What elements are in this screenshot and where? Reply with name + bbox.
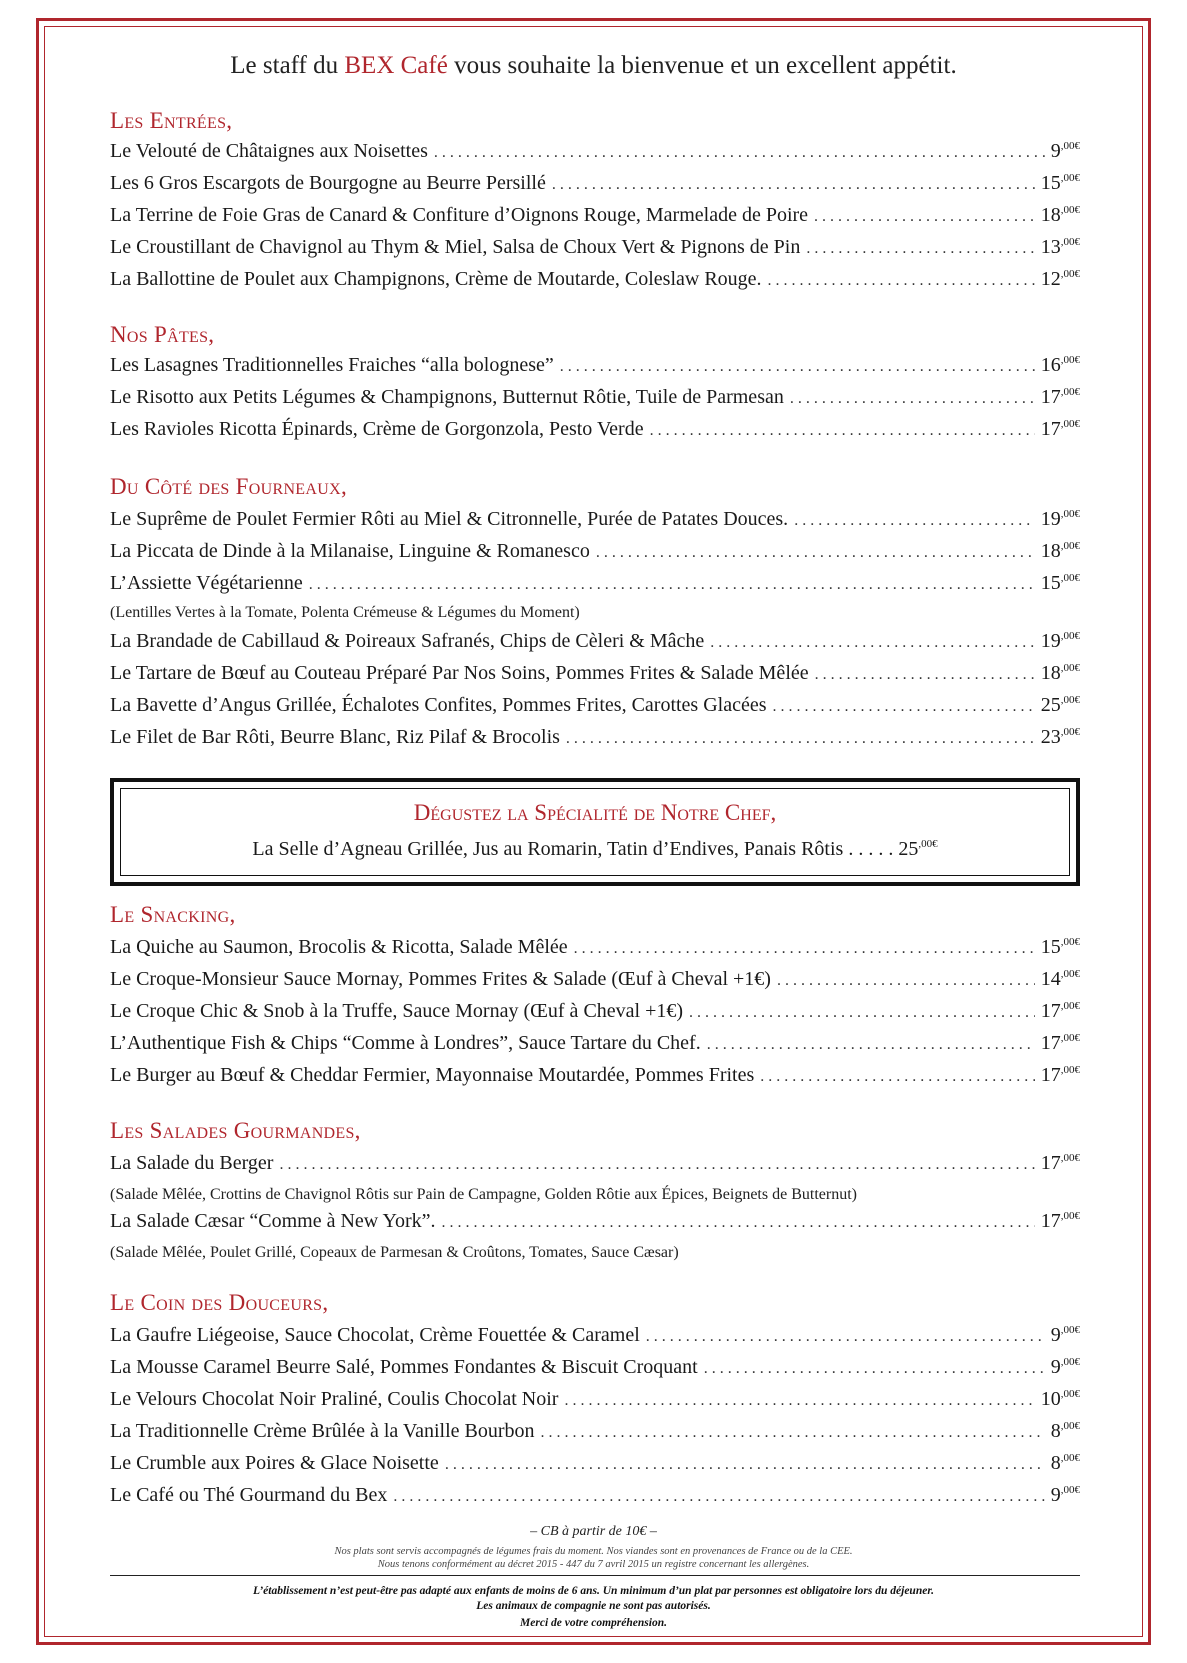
leader-dots <box>560 358 1035 376</box>
section-title-snacking: Le Snacking, <box>110 902 236 927</box>
menu-item <box>110 386 1080 416</box>
item-price: $15^{,00€}$ <box>1040 936 1080 958</box>
item-name: La Terrine de Foie Gras de Canard & Confiture d’Oignons Rouge, Marmelade de Poire <box>110 204 809 226</box>
menu-item <box>110 1324 1080 1354</box>
item-note: (Salade Mêlée, Poulet Grillé, Copeaux de Parmesan & Croûtons, Tomates, Sauce Cæsar) <box>110 1244 679 1261</box>
menu-item <box>110 1210 1080 1240</box>
leader-dots <box>445 1456 1045 1474</box>
leader-dots <box>794 512 1035 530</box>
item-note: (Lentilles Vertes à la Tomate, Polenta Crémeuse & Légumes du Moment) <box>110 604 580 621</box>
menu-item <box>110 1032 1080 1062</box>
menu-item <box>110 540 1080 570</box>
welcome-suffix: vous souhaite la bienvenue et un excellent appétit. <box>447 52 957 79</box>
brand-name: BEX Café <box>344 52 448 79</box>
item-price: $17^{,00€}$ <box>1040 1000 1080 1022</box>
item-name: Le Tartare de Bœuf au Couteau Préparé Par Nos Soins, Pommes Frites & Salade Mêlée <box>110 662 809 684</box>
chef-special-box <box>110 778 1080 886</box>
item-price: $9^{,00€}$ <box>1050 140 1080 162</box>
leader-dots <box>704 1360 1045 1378</box>
card-payment-note: – CB à partir de 10€ – <box>530 1524 657 1539</box>
leader-dots <box>309 576 1035 594</box>
item-name: Le Risotto aux Petits Légumes & Champignons, Butternut Rôtie, Tuile de Parmesan <box>110 386 784 408</box>
item-price: $16^{,00€}$ <box>1040 354 1080 376</box>
menu-item <box>110 204 1080 234</box>
menu-item <box>110 1000 1080 1030</box>
item-name: La Ballottine de Poulet aux Champignons, Crème de Moutarde, Coleslaw Rouge. <box>110 268 762 290</box>
chef-special-title: Dégustez la Spécialité de Notre Chef, <box>413 800 777 825</box>
welcome-prefix: Le staff du <box>230 52 345 79</box>
leader-dots <box>442 1214 1035 1232</box>
section-title-fourneaux: Du Côté des Fourneaux, <box>110 474 347 499</box>
chef-special-item <box>110 838 1080 861</box>
menu-item <box>110 354 1080 384</box>
section-title-douceurs: Le Coin des Douceurs, <box>110 1290 329 1315</box>
leader-dots <box>710 634 1034 652</box>
menu-item <box>110 662 1080 692</box>
menu-item <box>110 572 1080 602</box>
item-name: Les Ravioles Ricotta Épinards, Crème de Gorgonzola, Pesto Verde <box>110 418 644 440</box>
item-name: La Piccata de Dinde à la Milanaise, Linguine & Romanesco <box>110 540 590 562</box>
menu-item <box>110 1452 1080 1482</box>
leader-dots <box>646 1328 1045 1346</box>
item-name: La Bavette d’Angus Grillée, Échalotes Confites, Pommes Frites, Carottes Glacées <box>110 694 767 716</box>
item-price: $17^{,00€}$ <box>1040 1032 1080 1054</box>
leader-dots <box>596 544 1035 562</box>
section-title-entrees: Les Entrées, <box>110 108 233 133</box>
menu-item <box>110 172 1080 202</box>
item-price: $8^{,00€}$ <box>1050 1420 1080 1442</box>
section-title-pates: Nos Pâtes, <box>110 322 215 347</box>
item-note: (Salade Mêlée, Crottins de Chavignol Rôtis sur Pain de Campagne, Golden Rôtie aux Épices, Beignets de Butternut) <box>110 1186 857 1203</box>
leader-dots <box>790 390 1035 408</box>
welcome-line <box>44 52 1143 80</box>
item-name: Le Velours Chocolat Noir Praliné, Coulis Chocolat Noir <box>110 1388 559 1410</box>
item-name: Le Croustillant de Chavignol au Thym & Miel, Salsa de Choux Vert & Pignons de Pin <box>110 236 801 258</box>
item-price: $17^{,00€}$ <box>1040 1152 1080 1174</box>
item-price: $12^{,00€}$ <box>1040 268 1080 290</box>
item-name: Le Café ou Thé Gourmand du Bex <box>110 1484 388 1506</box>
item-price: $23^{,00€}$ <box>1040 726 1080 748</box>
menu-item <box>110 1064 1080 1094</box>
item-price: $15^{,00€}$ <box>1040 572 1080 594</box>
menu-item <box>110 508 1080 538</box>
item-name: La Traditionnelle Crème Brûlée à la Vanille Bourbon <box>110 1420 535 1442</box>
item-name: Les Lasagnes Traditionnelles Fraiches “alla bolognese” <box>110 354 554 376</box>
leader-dots <box>650 422 1035 440</box>
item-name: Le Burger au Bœuf & Cheddar Fermier, Mayonnaise Moutardée, Pommes Frites <box>110 1064 755 1086</box>
leader-dots <box>552 176 1035 194</box>
item-price: $17^{,00€}$ <box>1040 418 1080 440</box>
item-price: $19^{,00€}$ <box>1040 630 1080 652</box>
item-price: $18^{,00€}$ <box>1040 662 1080 684</box>
item-price: $10^{,00€}$ <box>1040 1388 1080 1410</box>
item-price: $25^{,00€}$ <box>898 838 938 860</box>
item-price: $17^{,00€}$ <box>1040 386 1080 408</box>
leader-dots <box>707 1036 1035 1054</box>
item-price: $15^{,00€}$ <box>1040 172 1080 194</box>
leader-dots <box>574 940 1035 958</box>
leader-dots <box>566 730 1035 748</box>
fine-print-line: Nous tenons conformément au décret 2015 - 447 du 7 avril 2015 un registre concernant les allergènes. <box>377 1559 810 1570</box>
menu-item <box>110 418 1080 448</box>
leader-dots <box>814 208 1035 226</box>
footer-divider <box>110 1575 1080 1576</box>
leader-dots <box>815 666 1035 684</box>
item-price: $13^{,00€}$ <box>1040 236 1080 258</box>
menu-item <box>110 268 1080 298</box>
menu-item <box>110 236 1080 266</box>
item-price: $9^{,00€}$ <box>1050 1324 1080 1346</box>
leader-dots <box>689 1004 1035 1022</box>
item-name: La Salade du Berger <box>110 1152 274 1174</box>
section-title-salades: Les Salades Gourmandes, <box>110 1118 361 1143</box>
item-name: La Mousse Caramel Beurre Salé, Pommes Fondantes & Biscuit Croquant <box>110 1356 698 1378</box>
item-name: La Quiche au Saumon, Brocolis & Ricotta, Salade Mêlée <box>110 936 568 958</box>
item-price: $18^{,00€}$ <box>1040 204 1080 226</box>
item-name: Les 6 Gros Escargots de Bourgogne au Beurre Persillé <box>110 172 546 194</box>
leader-dots: . . . . . <box>848 838 894 860</box>
item-price: $9^{,00€}$ <box>1050 1356 1080 1378</box>
item-name: La Salade Cæsar “Comme à New York”. <box>110 1210 436 1232</box>
menu-item <box>110 630 1080 660</box>
item-name: Le Croque Chic & Snob à la Truffe, Sauce Mornay (Œuf à Cheval +1€) <box>110 1000 684 1022</box>
item-name: Le Filet de Bar Rôti, Beurre Blanc, Riz Pilaf & Brocolis <box>110 726 560 748</box>
policy-line: L’établissement n’est peut-être pas adapté aux enfants de moins de 6 ans. Un minimum d’un plat par personnes est obligatoire lors du déjeuner. <box>252 1585 935 1597</box>
leader-dots <box>773 698 1035 716</box>
menu-item <box>110 936 1080 966</box>
policy-line: Merci de votre compréhension. <box>520 1617 667 1629</box>
item-price: $25^{,00€}$ <box>1040 694 1080 716</box>
menu-item <box>110 140 1080 170</box>
menu-item <box>110 726 1080 756</box>
leader-dots <box>806 240 1034 258</box>
leader-dots <box>564 1392 1034 1410</box>
item-name: Le Suprême de Poulet Fermier Rôti au Miel & Citronnelle, Purée de Patates Douces. <box>110 508 789 530</box>
item-name: L’Assiette Végétarienne <box>110 572 303 594</box>
menu-item <box>110 694 1080 724</box>
menu-item <box>110 1388 1080 1418</box>
leader-dots <box>434 144 1045 162</box>
item-name: Le Velouté de Châtaignes aux Noisettes <box>110 140 428 162</box>
leader-dots <box>768 272 1035 290</box>
item-price: $9^{,00€}$ <box>1050 1484 1080 1506</box>
leader-dots <box>541 1424 1045 1442</box>
item-price: $14^{,00€}$ <box>1040 968 1080 990</box>
item-price: $19^{,00€}$ <box>1040 508 1080 530</box>
item-price: $18^{,00€}$ <box>1040 540 1080 562</box>
leader-dots <box>393 1488 1044 1506</box>
item-name: L’Authentique Fish & Chips “Comme à Londres”, Sauce Tartare du Chef. <box>110 1032 701 1054</box>
leader-dots <box>760 1068 1035 1086</box>
menu-item <box>110 1484 1080 1514</box>
leader-dots <box>279 1156 1034 1174</box>
leader-dots <box>777 972 1035 990</box>
item-price: $17^{,00€}$ <box>1040 1064 1080 1086</box>
item-price: $8^{,00€}$ <box>1050 1452 1080 1474</box>
policy-line: Les animaux de compagnie ne sont pas autorisés. <box>476 1600 711 1612</box>
item-price: $17^{,00€}$ <box>1040 1210 1080 1232</box>
menu-item <box>110 1152 1080 1182</box>
item-name: La Gaufre Liégeoise, Sauce Chocolat, Crème Fouettée & Caramel <box>110 1324 640 1346</box>
menu-item <box>110 1356 1080 1386</box>
fine-print-line: Nos plats sont servis accompagnés de légumes frais du moment. Nos viandes sont en provenances de France ou de la CEE. <box>334 1546 853 1557</box>
item-name: Le Crumble aux Poires & Glace Noisette <box>110 1452 439 1474</box>
item-name: La Selle d’Agneau Grillée, Jus au Romarin, Tatin d’Endives, Panais Rôtis <box>252 838 844 860</box>
item-name: Le Croque-Monsieur Sauce Mornay, Pommes Frites & Salade (Œuf à Cheval +1€) <box>110 968 771 990</box>
menu-item <box>110 1420 1080 1450</box>
menu-item <box>110 968 1080 998</box>
item-name: La Brandade de Cabillaud & Poireaux Safranés, Chips de Cèleri & Mâche <box>110 630 705 652</box>
